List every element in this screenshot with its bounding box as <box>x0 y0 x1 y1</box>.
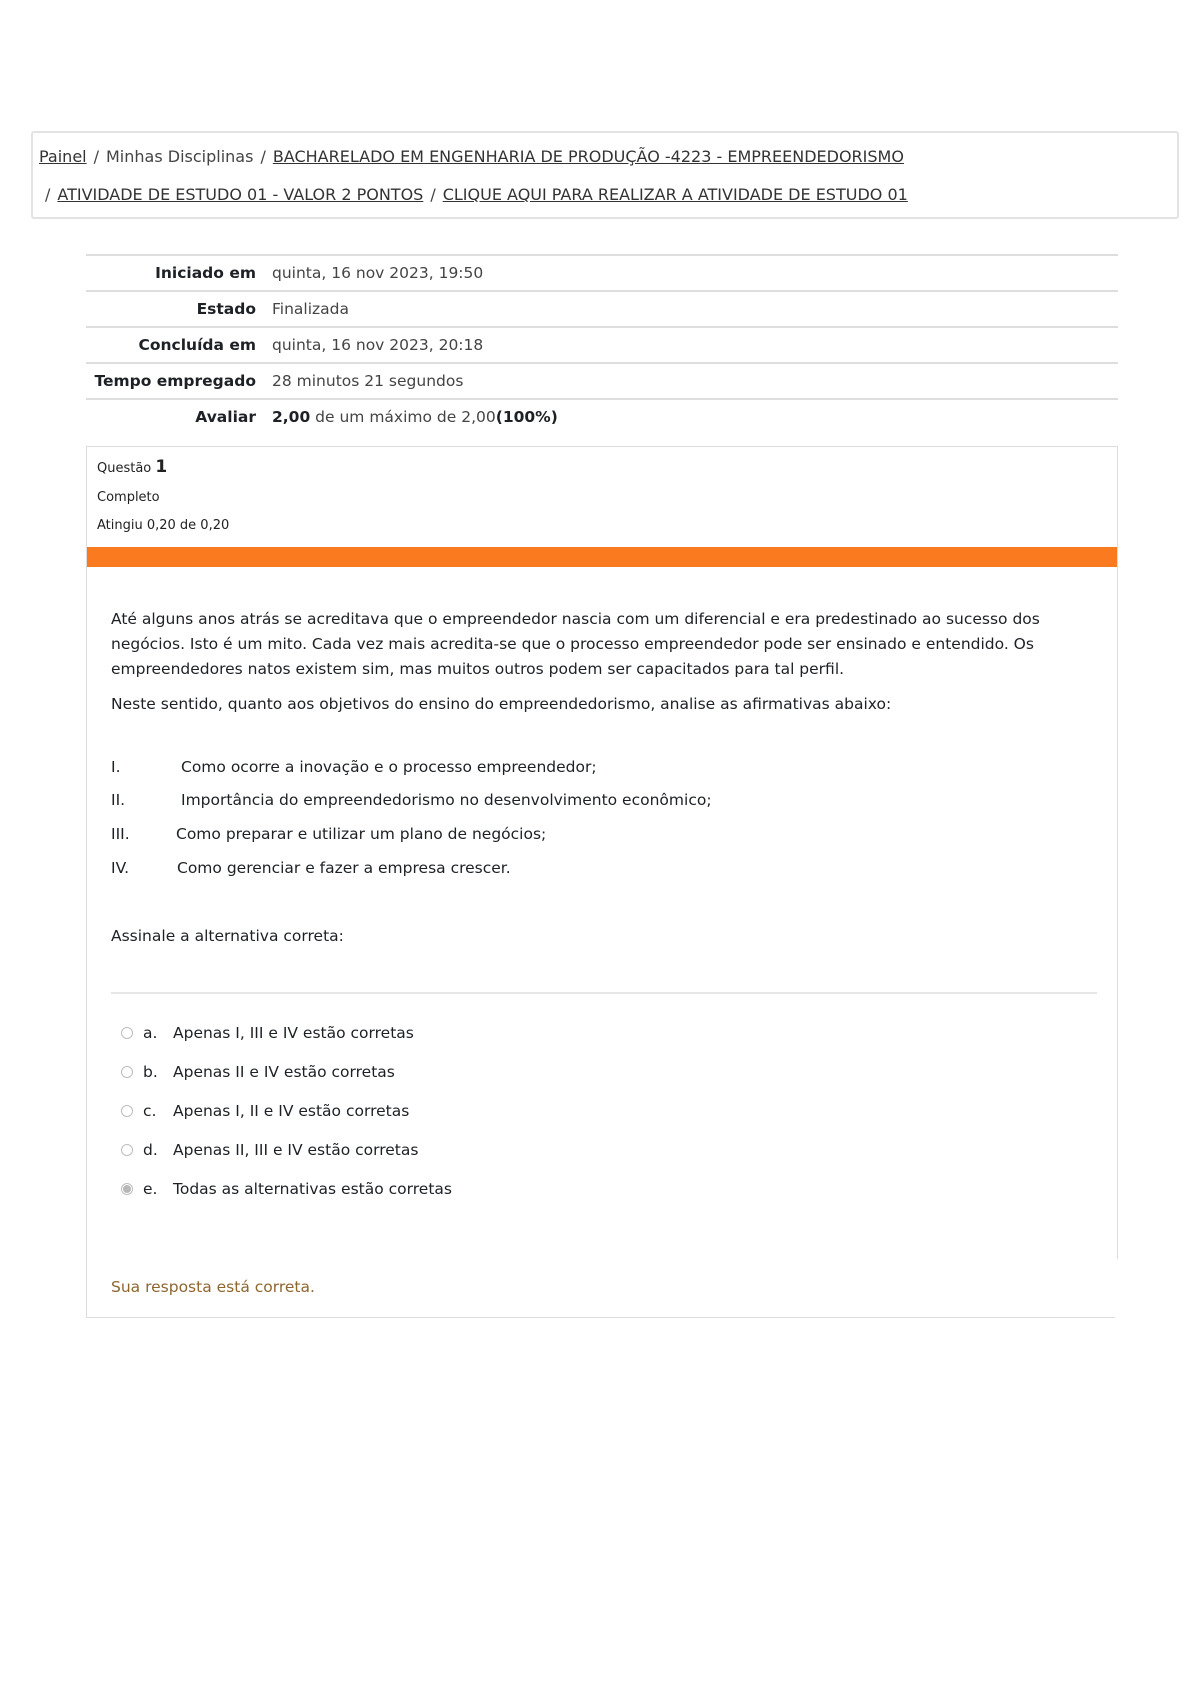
question-text <box>111 607 1071 717</box>
answer-option-d[interactable] <box>121 1141 418 1159</box>
question-number <box>97 457 229 477</box>
radio-button[interactable] <box>121 1066 133 1078</box>
breadcrumb-quiz-link[interactable]: CLIQUE AQUI PARA REALIZAR A ATIVIDADE DE ESTUDO 01 <box>442 185 908 204</box>
started-value: quinta, 16 nov 2023, 19:50 <box>272 264 484 282</box>
breadcrumb-line-1 <box>39 147 904 166</box>
option-letter: d. <box>143 1141 158 1159</box>
radio-button[interactable] <box>121 1105 133 1117</box>
question-label: Questão <box>97 461 152 476</box>
summary-row-completed <box>86 327 1118 363</box>
statement-item <box>111 791 712 809</box>
breadcrumb <box>31 131 1179 219</box>
statement-text: Como gerenciar e fazer a empresa crescer. <box>177 859 511 877</box>
statement-number: III. <box>111 825 130 843</box>
started-label: Iniciado em <box>155 264 256 282</box>
breadcrumb-separator: / <box>93 147 99 166</box>
option-letter: c. <box>143 1102 157 1120</box>
question-number-value: 1 <box>155 457 168 477</box>
question-intro: Até alguns anos atrás se acreditava que o empreendedor nascia com um diferencial e era predestinado ao sucesso dos negócios. Isto é um mito. Cada vez mais acredita-se que o processo empreendedor pode ser ensinado e entendido. Os empreendedores natos existem sim, mas muitos outros podem ser capacitados para tal perfil. <box>111 610 1040 678</box>
option-text: Apenas II, III e IV estão corretas <box>173 1141 419 1159</box>
answer-option-b[interactable] <box>121 1063 395 1081</box>
summary-row-started <box>86 255 1118 291</box>
statement-text: Como preparar e utilizar um plano de negócios; <box>176 825 547 843</box>
radio-button[interactable] <box>121 1144 133 1156</box>
breadcrumb-separator: / <box>260 147 266 166</box>
breadcrumb-separator: / <box>430 185 436 204</box>
completed-value: quinta, 16 nov 2023, 20:18 <box>272 336 484 354</box>
summary-row-state <box>86 291 1118 327</box>
statement-item <box>111 825 546 843</box>
question-info <box>97 457 229 546</box>
breadcrumb-minhas-disciplinas: Minhas Disciplinas <box>106 147 254 166</box>
breadcrumb-line-2 <box>45 185 908 204</box>
statement-item <box>111 758 597 776</box>
statement-number: IV. <box>111 859 130 877</box>
question-card <box>86 446 1118 1318</box>
option-letter: e. <box>143 1180 158 1198</box>
grade-max: de um máximo de 2,00 <box>310 408 496 426</box>
feedback-border-gap <box>1115 1259 1118 1319</box>
state-value: Finalizada <box>272 300 350 318</box>
option-letter: b. <box>143 1063 158 1081</box>
breadcrumb-painel-link[interactable]: Painel <box>39 147 87 166</box>
option-text: Apenas I, II e IV estão corretas <box>173 1102 410 1120</box>
statement-text: Importância do empreendedorismo no desenvolvimento econômico; <box>181 791 712 809</box>
option-text: Apenas I, III e IV estão corretas <box>173 1024 414 1042</box>
question-mark: Atingiu 0,20 de 0,20 <box>97 518 230 533</box>
answer-feedback: Sua resposta está correta. <box>111 1278 315 1296</box>
question-header-bar <box>87 547 1117 567</box>
answer-option-c[interactable] <box>121 1102 409 1120</box>
statement-item <box>111 859 511 877</box>
question-instruction: Assinale a alternativa correta: <box>111 927 344 945</box>
statement-number: II. <box>111 791 126 809</box>
grade-label: Avaliar <box>195 408 256 426</box>
summary-row-time <box>86 363 1118 399</box>
radio-button[interactable] <box>121 1027 133 1039</box>
radio-button-selected[interactable] <box>121 1183 133 1195</box>
time-value: 28 minutos 21 segundos <box>272 372 464 390</box>
completed-label: Concluída em <box>138 336 256 354</box>
summary-row-grade <box>86 399 1118 434</box>
option-text: Todas as alternativas estão corretas <box>173 1180 452 1198</box>
question-divider <box>111 992 1097 994</box>
answer-option-e[interactable] <box>121 1180 452 1198</box>
state-label: Estado <box>196 300 256 318</box>
question-prompt: Neste sentido, quanto aos objetivos do ensino do empreendedorismo, analise as afirmativas abaixo: <box>111 695 892 713</box>
time-label: Tempo empregado <box>94 372 256 390</box>
statement-text: Como ocorre a inovação e o processo empreendedor; <box>181 758 597 776</box>
option-text: Apenas II e IV estão corretas <box>173 1063 395 1081</box>
grade-score: 2,00 <box>272 408 311 426</box>
grade-percent: (100%) <box>495 408 558 426</box>
attempt-summary-table <box>86 254 1118 434</box>
option-letter: a. <box>143 1024 158 1042</box>
breadcrumb-separator: / <box>45 185 51 204</box>
breadcrumb-activity-link[interactable]: ATIVIDADE DE ESTUDO 01 - VALOR 2 PONTOS <box>57 185 424 204</box>
statement-number: I. <box>111 758 121 776</box>
grade-value <box>272 399 1118 434</box>
breadcrumb-course-link[interactable]: BACHARELADO EM ENGENHARIA DE PRODUÇÃO -4223 - EMPREENDEDORISMO <box>272 147 904 166</box>
answer-option-a[interactable] <box>121 1024 414 1042</box>
question-status: Completo <box>97 490 160 505</box>
